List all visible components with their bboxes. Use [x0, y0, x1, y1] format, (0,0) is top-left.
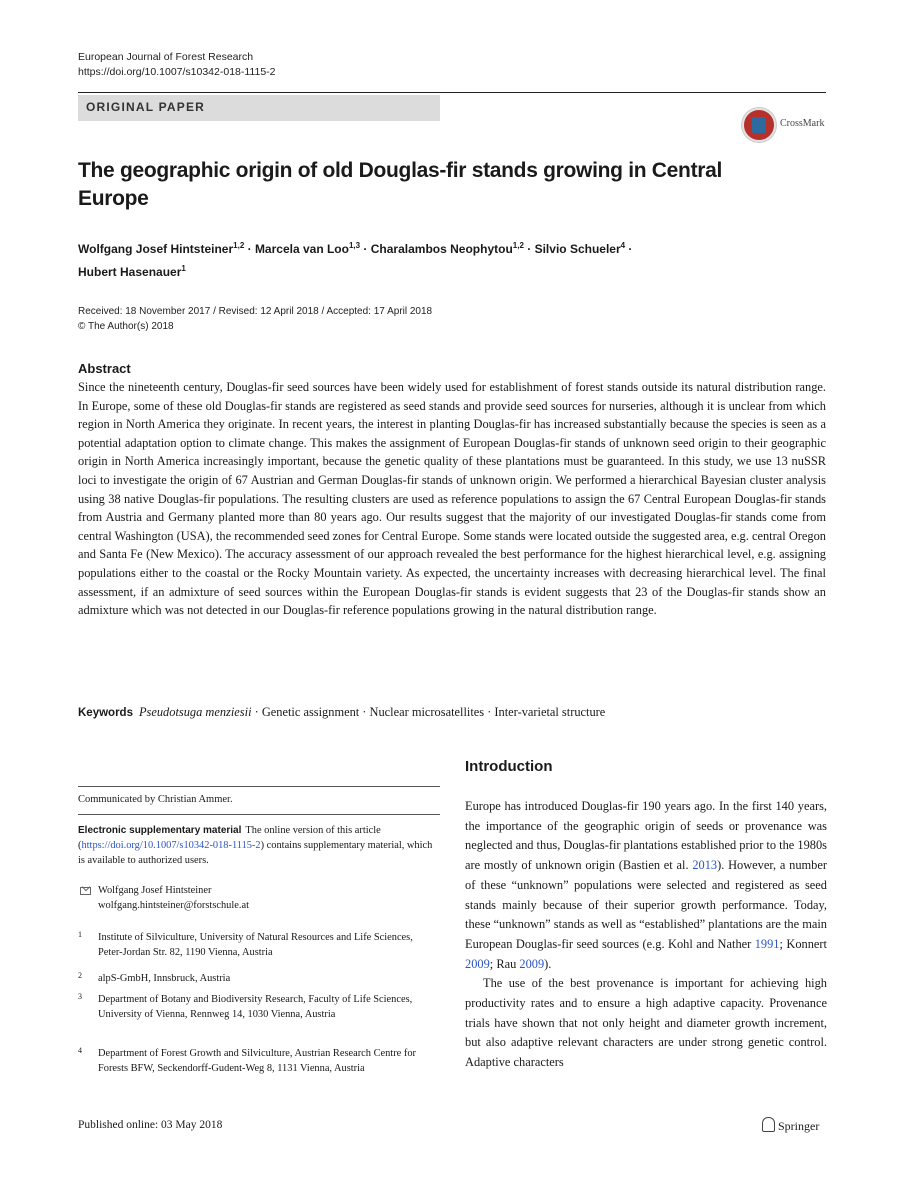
esm-label: Electronic supplementary material: [78, 825, 242, 836]
journal-doi[interactable]: https://doi.org/10.1007/s10342-018-1115-2: [78, 66, 276, 78]
citation-link[interactable]: 1991: [754, 936, 780, 951]
received-dates: Received: 18 November 2017 / Revised: 12 April 2018 / Accepted: 17 April 2018: [78, 306, 433, 317]
introduction-paragraph: The use of the best provenance is important for achieving high productivity rates and to ensure a high adaptive capacity. Provenance trials have shown that not only height and diameter growth increment, but also adaptive relevant characters are under strong genetic control. Adaptive characters: [465, 976, 827, 1070]
keyword-italic: Pseudotsuga menziesii: [138, 705, 252, 719]
affiliation-text: Department of Forest Growth and Silviculture, Austrian Research Centre for Forests BFW, Seckendorff-Gudent-Weg 8, 1131 Vienna, Austria: [98, 1048, 416, 1074]
citation-link[interactable]: 2009: [519, 956, 545, 971]
intro-text-run: ; Konnert: [779, 936, 827, 951]
publisher-name: Springer: [778, 1119, 820, 1133]
intro-text-run: Europe has introduced Douglas-fir 190 years ago. In the first 140 years, the importance of the geographic origin of seeds or provenance was neglected and thus, Douglas-fir plantations established prior to the 1980s are mostly of unknown origin (Bastien et al.: [465, 799, 828, 873]
keywords: [78, 703, 826, 722]
esm-text: The online version of this article (: [78, 825, 381, 851]
copyright-line: © The Author(s) 2018: [78, 321, 174, 332]
author-name[interactable]: Charalambos Neophytou: [370, 242, 513, 256]
author-name[interactable]: Silvio Schueler: [534, 242, 621, 256]
author-name[interactable]: Wolfgang Josef Hintsteiner: [78, 242, 234, 256]
communicated-by: Communicated by Christian Ammer.: [78, 794, 233, 805]
introduction-heading: Introduction: [465, 758, 553, 775]
author-affiliation: 1,3: [348, 241, 361, 250]
abstract-heading: Abstract: [78, 361, 131, 376]
journal-name: European Journal of Forest Research: [78, 51, 254, 63]
citation-link[interactable]: 2013: [692, 858, 718, 873]
affiliation-number: 1: [78, 930, 82, 939]
supplementary-material-note: [78, 823, 440, 868]
header-divider: [78, 92, 826, 93]
introduction-paragraph: [465, 797, 827, 974]
corresponding-email[interactable]: wolfgang.hintsteiner@forstschule.at: [98, 900, 249, 911]
intro-text-run: ).: [544, 956, 552, 971]
springer-horse-icon: [762, 1117, 775, 1132]
author-affiliation: 1: [181, 264, 186, 273]
affiliation-text: alpS-GmbH, Innsbruck, Austria: [98, 973, 231, 984]
envelope-icon: [80, 887, 91, 895]
abstract-text: Since the nineteenth century, Douglas-fir seed sources have been widely used for establishment of forest stands outside its natural distribution range. In Europe, some of these old Douglas-fir stands are registered as seed stands and provide seed sources for nurseries, although it is unclear from which region in North America they originate. In recent years, the interest in planting Douglas-fir has increased substantially because the species is seen as a potential adaptation option to climate change. This makes the assignment of European Douglas-fir stands of unknown seed origin to their geographic origin in North America increasingly important, because the genetic quality of these plantations must be guaranteed. In this study, we use 13 nuSSR loci to investigate the origin of 67 Austrian and German Douglas-fir stands of unknown origin. We performed a hierarchical Bayesian cluster analysis using 38 native Douglas-fir populations. The resulting clusters are used as reference populations to assign the 67 Central European Douglas-fir stands from Austria and Germany planted more than 80 years ago. Our results suggest that the majority of our investigated Douglas-fir stands come from central Washington (USA), the recommended seed zones for Central Europe. Some stands were located outside the suggested area, e.g. central Oregon and Santa Fe (New Mexico). The accuracy assessment of our approach revealed the best performance for the highest hierarchical level, e.g. assigning populations either to the coastal or the Rocky Mountain variety. As expected, the uncertainty increases with decreasing hierarchical level. The final assessment, if an admixture of seed sources within the European Douglas-fir stands is evident suggests that 23 of the Douglas-fir stands show an admixture which was not detected in our Douglas-fir reference populations growing in the natural distribution range.: [78, 380, 826, 618]
crossmark-icon: [742, 108, 776, 142]
publisher-logo: [762, 1117, 819, 1134]
esm-link[interactable]: https://doi.org/10.1007/s10342-018-1115-2: [81, 840, 261, 851]
author-list: Wolfgang Josef Hintsteiner$^{1,2}$ · Marcela van Loo$^{1,3}$ · Charalambos Neophytou$^{1,2}$ · Silvio Schueler$^4$ · Hubert Hasenauer$^1$: [78, 241, 633, 279]
corresponding-name: Wolfgang Josef Hintsteiner: [98, 885, 212, 896]
affiliation-text: Department of Botany and Biodiversity Research, Faculty of Life Sciences, University of Vienna, Rennweg 14, 1030 Vienna, Austria: [98, 994, 413, 1020]
published-online: Published online: 03 May 2018: [78, 1119, 223, 1131]
paper-title: The geographic origin of old Douglas-fir stands growing in Central Europe: [78, 159, 723, 210]
intro-text-run: ). However, a number of these “unknown” populations were selected and registered as seed stands mainly because of their superior growth performance. Today, these “unknown” stands as well as “established” plantations are the main European Douglas-fir seed sources (e.g. Kohl and Nather: [465, 858, 827, 951]
affiliation-number: 2: [78, 971, 82, 980]
affiliation-number: 4: [78, 1046, 82, 1055]
author-name[interactable]: Hubert Hasenauer: [78, 265, 182, 279]
section-bar: [78, 95, 440, 121]
crossmark-badge[interactable]: [742, 108, 852, 144]
author-affiliation: 1,2: [233, 241, 245, 250]
esm-text: ) contains supplementary material, which is available to authorized users.: [78, 840, 433, 866]
journal-header: [78, 50, 276, 80]
introduction-text: [465, 797, 827, 1073]
affiliation-text: Institute of Silviculture, University of Natural Resources and Life Sciences, Peter-Jordan Str. 82, 1190 Vienna, Austria: [98, 932, 413, 958]
affiliation-number: 3: [78, 992, 82, 1001]
footnote-divider: [78, 786, 440, 787]
author-affiliation: 4: [620, 241, 626, 250]
author-affiliation: 1,2: [512, 241, 524, 250]
intro-text-run: ; Rau: [489, 956, 520, 971]
publication-dates: [78, 304, 432, 334]
crossmark-label: CrossMark: [780, 118, 825, 129]
citation-link[interactable]: 2009: [465, 956, 490, 971]
section-label: ORIGINAL PAPER: [86, 100, 206, 114]
footnote-divider: [78, 814, 440, 815]
keyword-list: · Genetic assignment · Nuclear microsatellites · Inter-varietal structure: [251, 705, 606, 719]
author-name[interactable]: Marcela van Loo: [254, 242, 349, 256]
keywords-label: Keywords: [78, 707, 133, 719]
